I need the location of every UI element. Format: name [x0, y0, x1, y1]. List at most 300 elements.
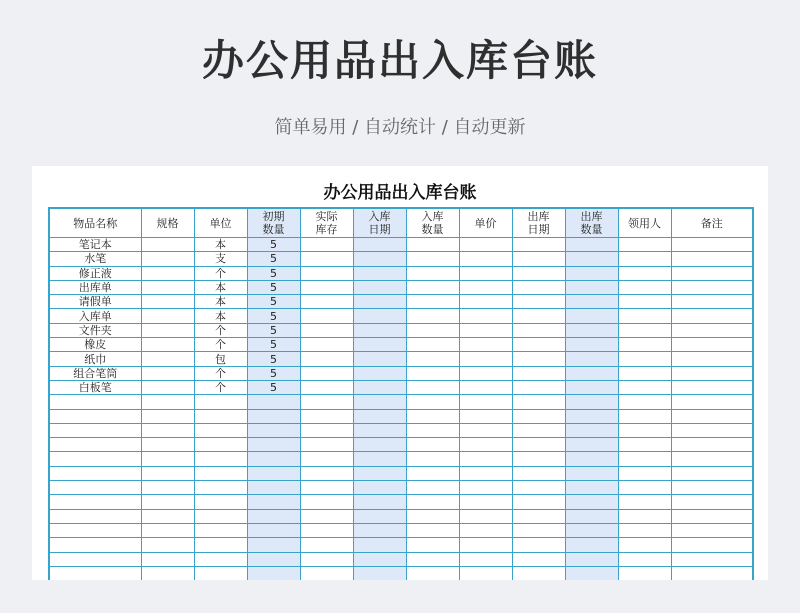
table-cell[interactable] [565, 509, 618, 523]
table-cell[interactable] [406, 566, 459, 580]
table-cell[interactable] [353, 295, 406, 309]
table-cell[interactable] [194, 409, 247, 423]
page-title: 办公用品出入库台账 [201, 36, 598, 85]
table-cell[interactable]: 个 [194, 380, 247, 394]
table-cell[interactable] [671, 295, 753, 309]
table-cell[interactable] [671, 238, 753, 252]
table-cell[interactable] [353, 252, 406, 266]
table-cell[interactable] [247, 566, 300, 580]
table-cell[interactable] [406, 252, 459, 266]
table-cell[interactable] [618, 566, 671, 580]
table-cell[interactable] [353, 538, 406, 552]
table-cell[interactable] [300, 566, 353, 580]
table-cell[interactable]: 橡皮 [49, 338, 141, 352]
table-cell[interactable] [141, 238, 194, 252]
table-cell[interactable] [512, 395, 565, 409]
table-cell[interactable] [565, 280, 618, 294]
table-cell[interactable] [49, 509, 141, 523]
table-cell[interactable] [406, 309, 459, 323]
table-cell[interactable] [459, 466, 512, 480]
table-cell[interactable] [353, 552, 406, 566]
table-cell[interactable] [300, 266, 353, 280]
table-cell[interactable] [300, 466, 353, 480]
table-cell[interactable] [406, 338, 459, 352]
table-cell[interactable] [618, 338, 671, 352]
table-cell[interactable] [49, 395, 141, 409]
table-cell[interactable] [618, 509, 671, 523]
column-header: 实际 库存 [300, 208, 353, 238]
table-cell[interactable] [406, 495, 459, 509]
table-cell[interactable] [512, 552, 565, 566]
table-cell[interactable] [49, 466, 141, 480]
table-cell[interactable] [671, 338, 753, 352]
table-cell[interactable] [194, 509, 247, 523]
table-cell[interactable] [300, 452, 353, 466]
table-cell[interactable] [247, 523, 300, 537]
table-cell[interactable] [141, 523, 194, 537]
table-cell[interactable] [459, 452, 512, 466]
table-cell[interactable] [565, 466, 618, 480]
table-cell[interactable] [459, 566, 512, 580]
table-cell[interactable] [49, 452, 141, 466]
table-cell[interactable] [141, 409, 194, 423]
table-cell[interactable] [459, 509, 512, 523]
column-header: 出库 日期 [512, 208, 565, 238]
table-cell[interactable] [353, 438, 406, 452]
table-cell[interactable] [565, 495, 618, 509]
table-cell[interactable] [512, 323, 565, 337]
table-cell[interactable] [300, 352, 353, 366]
table-cell[interactable]: 组合笔筒 [49, 366, 141, 380]
table-cell[interactable]: 出库单 [49, 280, 141, 294]
table-row [49, 466, 753, 480]
table-cell[interactable] [459, 238, 512, 252]
table-cell[interactable] [353, 452, 406, 466]
table-cell[interactable] [194, 523, 247, 537]
table-cell[interactable] [671, 423, 753, 437]
table-cell[interactable] [459, 523, 512, 537]
table-cell[interactable] [406, 380, 459, 394]
table-cell[interactable] [618, 366, 671, 380]
table-cell[interactable] [671, 266, 753, 280]
table-cell[interactable]: 本 [194, 309, 247, 323]
table-cell[interactable] [618, 395, 671, 409]
table-cell[interactable] [194, 466, 247, 480]
table-cell[interactable] [141, 309, 194, 323]
table-cell[interactable] [671, 309, 753, 323]
table-cell[interactable] [247, 538, 300, 552]
table-cell[interactable] [671, 323, 753, 337]
table-cell[interactable] [618, 452, 671, 466]
table-cell[interactable]: 支 [194, 252, 247, 266]
table-cell[interactable] [194, 495, 247, 509]
table-cell[interactable] [671, 495, 753, 509]
table-cell[interactable]: 入库单 [49, 309, 141, 323]
table-cell[interactable] [671, 538, 753, 552]
table-cell[interactable] [512, 538, 565, 552]
table-cell[interactable] [565, 395, 618, 409]
table-cell[interactable] [194, 538, 247, 552]
table-cell[interactable] [353, 481, 406, 495]
table-cell[interactable] [247, 438, 300, 452]
table-cell[interactable] [618, 309, 671, 323]
table-cell[interactable] [141, 395, 194, 409]
table-cell[interactable] [300, 538, 353, 552]
table-cell[interactable] [300, 238, 353, 252]
table-cell[interactable] [459, 352, 512, 366]
table-cell[interactable] [618, 523, 671, 537]
table-cell[interactable] [512, 452, 565, 466]
table-cell[interactable] [300, 409, 353, 423]
table-cell[interactable]: 5 [247, 266, 300, 280]
table-cell[interactable] [141, 438, 194, 452]
table-cell[interactable] [141, 495, 194, 509]
table-cell[interactable] [353, 466, 406, 480]
table-cell[interactable] [618, 481, 671, 495]
table-cell[interactable] [300, 366, 353, 380]
table-cell[interactable]: 5 [247, 338, 300, 352]
table-cell[interactable]: 白板笔 [49, 380, 141, 394]
table-cell[interactable] [565, 566, 618, 580]
table-cell[interactable] [565, 366, 618, 380]
table-cell[interactable] [671, 481, 753, 495]
table-cell[interactable] [406, 509, 459, 523]
table-cell[interactable] [618, 252, 671, 266]
header-row [49, 208, 753, 238]
table-cell[interactable] [247, 495, 300, 509]
table-cell[interactable] [512, 481, 565, 495]
table-cell[interactable]: 个 [194, 366, 247, 380]
table-cell[interactable] [406, 523, 459, 537]
table-cell[interactable] [194, 423, 247, 437]
table-cell[interactable] [49, 495, 141, 509]
table-cell[interactable] [512, 438, 565, 452]
table-cell[interactable] [406, 481, 459, 495]
table-cell[interactable] [671, 438, 753, 452]
table-cell[interactable] [565, 295, 618, 309]
table-cell[interactable] [353, 495, 406, 509]
table-cell[interactable]: 笔记本 [49, 238, 141, 252]
table-cell[interactable] [459, 495, 512, 509]
table-cell[interactable] [300, 423, 353, 437]
table-cell[interactable] [671, 509, 753, 523]
table-cell[interactable] [565, 352, 618, 366]
table-cell[interactable] [194, 481, 247, 495]
table-cell[interactable] [618, 266, 671, 280]
table-cell[interactable] [141, 481, 194, 495]
table-cell[interactable]: 5 [247, 352, 300, 366]
table-cell[interactable]: 个 [194, 338, 247, 352]
table-cell[interactable] [512, 309, 565, 323]
table-cell[interactable] [406, 323, 459, 337]
table-cell[interactable] [618, 280, 671, 294]
table-cell[interactable] [406, 238, 459, 252]
table-cell[interactable]: 本 [194, 295, 247, 309]
table-cell[interactable] [512, 466, 565, 480]
table-cell[interactable]: 纸巾 [49, 352, 141, 366]
table-cell[interactable] [141, 552, 194, 566]
table-cell[interactable] [406, 423, 459, 437]
table-cell[interactable]: 5 [247, 252, 300, 266]
table-cell[interactable] [141, 423, 194, 437]
table-cell[interactable]: 5 [247, 323, 300, 337]
table-cell[interactable] [512, 338, 565, 352]
table-cell[interactable] [406, 366, 459, 380]
table-cell[interactable] [406, 395, 459, 409]
table-cell[interactable] [300, 323, 353, 337]
table-cell[interactable] [194, 452, 247, 466]
table-cell[interactable] [565, 323, 618, 337]
table-cell[interactable] [247, 552, 300, 566]
table-cell[interactable] [247, 466, 300, 480]
table-cell[interactable] [353, 366, 406, 380]
table-cell[interactable] [565, 338, 618, 352]
table-cell[interactable] [565, 409, 618, 423]
table-cell[interactable]: 修正液 [49, 266, 141, 280]
table-cell[interactable] [247, 409, 300, 423]
table-cell[interactable] [459, 395, 512, 409]
table-cell[interactable] [353, 566, 406, 580]
table-cell[interactable]: 5 [247, 380, 300, 394]
table-cell[interactable] [141, 323, 194, 337]
table-cell[interactable] [141, 252, 194, 266]
table-cell[interactable] [512, 280, 565, 294]
table-cell[interactable] [141, 466, 194, 480]
table-cell[interactable] [565, 266, 618, 280]
table-cell[interactable] [353, 338, 406, 352]
table-cell[interactable]: 请假单 [49, 295, 141, 309]
table-cell[interactable] [300, 280, 353, 294]
table-cell[interactable] [406, 295, 459, 309]
table-cell[interactable] [300, 438, 353, 452]
table-cell[interactable] [353, 323, 406, 337]
table-cell[interactable] [353, 309, 406, 323]
table-cell[interactable] [194, 552, 247, 566]
table-cell[interactable] [565, 452, 618, 466]
table-cell[interactable] [353, 238, 406, 252]
table-cell[interactable] [565, 238, 618, 252]
table-cell[interactable] [49, 438, 141, 452]
table-cell[interactable] [353, 380, 406, 394]
table-cell[interactable] [618, 323, 671, 337]
table-cell[interactable] [671, 280, 753, 294]
table-cell[interactable] [618, 538, 671, 552]
table-cell[interactable] [300, 252, 353, 266]
table-cell[interactable]: 5 [247, 309, 300, 323]
table-cell[interactable] [406, 352, 459, 366]
table-cell[interactable] [459, 409, 512, 423]
table-cell[interactable] [618, 495, 671, 509]
table-cell[interactable] [512, 366, 565, 380]
table-cell[interactable] [49, 481, 141, 495]
table-cell[interactable] [618, 238, 671, 252]
table-cell[interactable] [459, 252, 512, 266]
column-header: 规格 [141, 208, 194, 238]
table-cell[interactable] [512, 423, 565, 437]
table-cell[interactable] [141, 452, 194, 466]
table-cell[interactable] [141, 266, 194, 280]
table-cell[interactable]: 水笔 [49, 252, 141, 266]
table-cell[interactable] [247, 509, 300, 523]
table-cell[interactable] [247, 423, 300, 437]
table-cell[interactable] [49, 409, 141, 423]
table-cell[interactable] [459, 338, 512, 352]
table-cell[interactable]: 包 [194, 352, 247, 366]
table-cell[interactable]: 个 [194, 266, 247, 280]
table-cell[interactable] [671, 466, 753, 480]
spreadsheet-preview [32, 166, 768, 580]
table-cell[interactable]: 5 [247, 238, 300, 252]
table-row [49, 295, 753, 309]
table-cell[interactable] [141, 509, 194, 523]
table-cell[interactable] [459, 266, 512, 280]
table-cell[interactable] [459, 323, 512, 337]
table-cell[interactable] [300, 509, 353, 523]
table-cell[interactable] [300, 380, 353, 394]
table-cell[interactable] [459, 280, 512, 294]
table-cell[interactable] [671, 452, 753, 466]
table-cell[interactable] [353, 280, 406, 294]
table-cell[interactable] [300, 309, 353, 323]
table-cell[interactable] [512, 509, 565, 523]
table-cell[interactable] [406, 452, 459, 466]
table-cell[interactable] [300, 495, 353, 509]
table-cell[interactable] [247, 481, 300, 495]
table-cell[interactable] [406, 266, 459, 280]
table-cell[interactable] [618, 438, 671, 452]
table-cell[interactable] [459, 380, 512, 394]
table-cell[interactable] [618, 352, 671, 366]
table-cell[interactable] [512, 352, 565, 366]
table-cell[interactable] [406, 409, 459, 423]
table-cell[interactable] [353, 509, 406, 523]
table-cell[interactable]: 文件夹 [49, 323, 141, 337]
table-cell[interactable] [565, 380, 618, 394]
table-cell[interactable] [141, 295, 194, 309]
table-cell[interactable] [618, 466, 671, 480]
table-cell[interactable] [459, 481, 512, 495]
table-cell[interactable] [459, 538, 512, 552]
table-cell[interactable] [512, 380, 565, 394]
table-cell[interactable] [141, 366, 194, 380]
table-cell[interactable] [300, 395, 353, 409]
table-cell[interactable] [49, 423, 141, 437]
table-cell[interactable] [141, 338, 194, 352]
table-cell[interactable] [618, 380, 671, 394]
table-cell[interactable] [459, 552, 512, 566]
table-cell[interactable] [512, 238, 565, 252]
table-cell[interactable] [671, 395, 753, 409]
table-cell[interactable] [512, 566, 565, 580]
table-cell[interactable] [300, 295, 353, 309]
table-cell[interactable] [618, 295, 671, 309]
table-cell[interactable] [49, 566, 141, 580]
table-cell[interactable] [459, 423, 512, 437]
table-cell[interactable] [671, 552, 753, 566]
table-cell[interactable] [671, 352, 753, 366]
table-cell[interactable] [565, 438, 618, 452]
table-cell[interactable] [194, 438, 247, 452]
table-cell[interactable] [618, 423, 671, 437]
table-cell[interactable] [671, 252, 753, 266]
table-cell[interactable]: 5 [247, 366, 300, 380]
table-cell[interactable] [194, 395, 247, 409]
table-cell[interactable] [49, 552, 141, 566]
table-cell[interactable]: 本 [194, 238, 247, 252]
table-cell[interactable] [565, 481, 618, 495]
table-cell[interactable]: 5 [247, 280, 300, 294]
table-cell[interactable] [406, 552, 459, 566]
table-cell[interactable] [353, 395, 406, 409]
table-cell[interactable] [353, 423, 406, 437]
table-cell[interactable] [406, 466, 459, 480]
table-cell[interactable] [459, 366, 512, 380]
table-cell[interactable] [459, 295, 512, 309]
table-cell[interactable] [512, 495, 565, 509]
table-cell[interactable] [49, 523, 141, 537]
table-cell[interactable] [300, 338, 353, 352]
table-cell[interactable] [671, 566, 753, 580]
table-cell[interactable] [671, 380, 753, 394]
table-cell[interactable]: 5 [247, 295, 300, 309]
table-cell[interactable] [671, 366, 753, 380]
table-cell[interactable] [247, 395, 300, 409]
table-cell[interactable] [565, 523, 618, 537]
column-header: 入库 数量 [406, 208, 459, 238]
table-cell[interactable] [353, 409, 406, 423]
table-cell[interactable] [565, 309, 618, 323]
table-cell[interactable] [406, 438, 459, 452]
table-cell[interactable] [618, 552, 671, 566]
table-cell[interactable] [671, 409, 753, 423]
table-cell[interactable] [565, 252, 618, 266]
table-cell[interactable] [353, 352, 406, 366]
table-cell[interactable] [512, 266, 565, 280]
table-cell[interactable] [512, 295, 565, 309]
table-cell[interactable]: 个 [194, 323, 247, 337]
table-cell[interactable] [300, 481, 353, 495]
table-cell[interactable] [459, 438, 512, 452]
table-cell[interactable] [406, 280, 459, 294]
table-cell[interactable] [406, 538, 459, 552]
table-cell[interactable] [353, 266, 406, 280]
table-cell[interactable] [141, 280, 194, 294]
table-cell[interactable] [194, 566, 247, 580]
table-cell[interactable] [300, 523, 353, 537]
table-row [49, 452, 753, 466]
table-cell[interactable] [141, 380, 194, 394]
table-row [49, 338, 753, 352]
table-cell[interactable] [247, 452, 300, 466]
table-cell[interactable] [565, 538, 618, 552]
table-cell[interactable] [353, 523, 406, 537]
table-cell[interactable] [49, 538, 141, 552]
table-cell[interactable] [565, 423, 618, 437]
table-cell[interactable] [141, 352, 194, 366]
table-cell[interactable] [512, 523, 565, 537]
table-cell[interactable] [512, 252, 565, 266]
table-cell[interactable] [671, 523, 753, 537]
table-cell[interactable] [512, 409, 565, 423]
table-cell[interactable] [565, 552, 618, 566]
sheet-title: 办公用品出入库台账 [323, 183, 477, 203]
table-cell[interactable] [141, 538, 194, 552]
table-cell[interactable] [618, 409, 671, 423]
table-cell[interactable]: 本 [194, 280, 247, 294]
table-cell[interactable] [300, 552, 353, 566]
table-cell[interactable] [459, 309, 512, 323]
table-cell[interactable] [141, 566, 194, 580]
